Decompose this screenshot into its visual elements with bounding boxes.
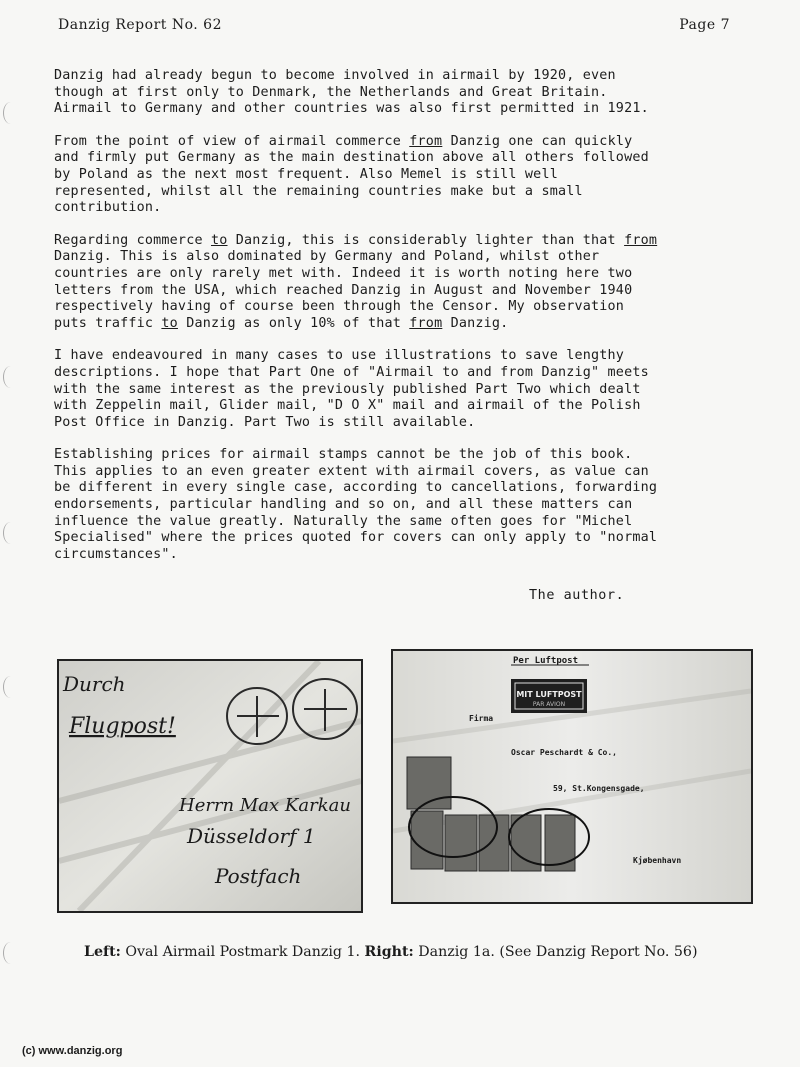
handwriting-line: Durch [63, 672, 126, 696]
postage-stamp [445, 815, 477, 871]
address-line: Firma [469, 714, 494, 723]
text-run: Danzig as only 10% of that [177, 315, 410, 331]
left-cover-drawing [59, 661, 361, 911]
punch-hole-mark [3, 522, 18, 544]
caption-left-label: Left: [84, 944, 121, 960]
page-header [58, 17, 730, 33]
left-cover-image [57, 659, 363, 913]
text-run: Danzig one can quickly and firmly put Germany as the main destination above all others followed by Poland as the next most frequent. Also Memel is still well represented, whilst all the remaining countries make but a small contribution. [54, 133, 649, 216]
postage-stamp [511, 815, 541, 871]
caption-right-text: Danzig 1a. (See Danzig Report No. 56) [413, 944, 698, 960]
text-run: Regarding commerce [54, 232, 211, 248]
figure-caption [84, 944, 698, 960]
text-run: From the point of view of airmail commerce [54, 133, 410, 149]
paragraph-2 [54, 134, 784, 217]
page-number: Page 7 [679, 17, 730, 33]
copyright-footer: (c) www.danzig.org [22, 1045, 123, 1057]
postage-stamp [411, 811, 443, 869]
paragraph-3 [54, 233, 784, 333]
punch-hole-mark [3, 942, 18, 964]
paragraph-1: Danzig had already begun to become involved in airmail by 1920, even though at first only to Denmark, the Netherlands and Great Britain. Airmail to Germany and other countries was also first permitted in 1921. [54, 68, 649, 117]
airmail-label-text: MIT LUFTPOST [516, 690, 582, 699]
caption-right-label: Right: [364, 944, 414, 960]
handwriting-line: Flugpost! [69, 714, 176, 739]
address-line: Kjøbenhavn [633, 856, 682, 865]
punch-hole-mark [3, 366, 18, 388]
text-run: Danzig. [442, 315, 509, 331]
address-line: Oscar Peschardt & Co., [511, 748, 617, 757]
address-line: Düsseldorf 1 [187, 824, 316, 848]
postage-stamp [545, 815, 575, 871]
right-cover-drawing [393, 651, 751, 902]
signoff: The author. [529, 588, 625, 603]
address-line: 59, St.Kongensgade, [553, 784, 645, 793]
right-cover-image [391, 649, 753, 904]
airmail-label-subtext: PAR AVION [532, 701, 566, 708]
address-line: Postfach [215, 864, 302, 888]
airmail-endorsement: Per Luftpost [513, 656, 579, 666]
underlined-word: from [624, 232, 658, 248]
paragraph-5: Establishing prices for airmail stamps cannot be the job of this book. This applies to an even greater extent with airmail covers, as value can be different in every single case, according to cancellations, forwarding endorsements, particular handling and so on, and all these matters can influence the value greatly. Naturally the same often goes for "Michel Specialised" where the prices quoted for covers can only apply to "normal circumstances". [54, 447, 658, 562]
postage-stamp [479, 815, 509, 871]
paragraph-4: I have endeavoured in many cases to use illustrations to save lengthy descriptions. I hope that Part One of "Airmail to and from Danzig" meets with the same interest as the previously published Part Two which dealt with Zeppelin mail, Glider mail, "D O X" mail and airmail of the Polish Post Office in Danzig. Part Two is still available. [54, 348, 649, 430]
underlined-word: to [161, 315, 178, 331]
underlined-word: from [409, 133, 443, 149]
punch-hole-mark [3, 676, 18, 698]
underlined-word: to [210, 232, 228, 248]
report-title: Danzig Report No. 62 [58, 17, 222, 33]
text-run: Danzig, this is considerably lighter than that [227, 232, 625, 248]
caption-left-text: Oval Airmail Postmark Danzig 1. [120, 944, 365, 960]
address-line: Herrn Max Karkau [179, 795, 351, 816]
body-text [54, 68, 784, 579]
underlined-word: from [409, 315, 443, 331]
punch-hole-mark [3, 102, 18, 124]
text-run: Danzig. This is also dominated by Germany and Poland, whilst other countries are only rarely met with. Indeed it is worth noting here two letters from the USA, which reached Danzig in August and November 1940 respectively having of course been through the Censor. My observation puts traffic [54, 249, 633, 331]
